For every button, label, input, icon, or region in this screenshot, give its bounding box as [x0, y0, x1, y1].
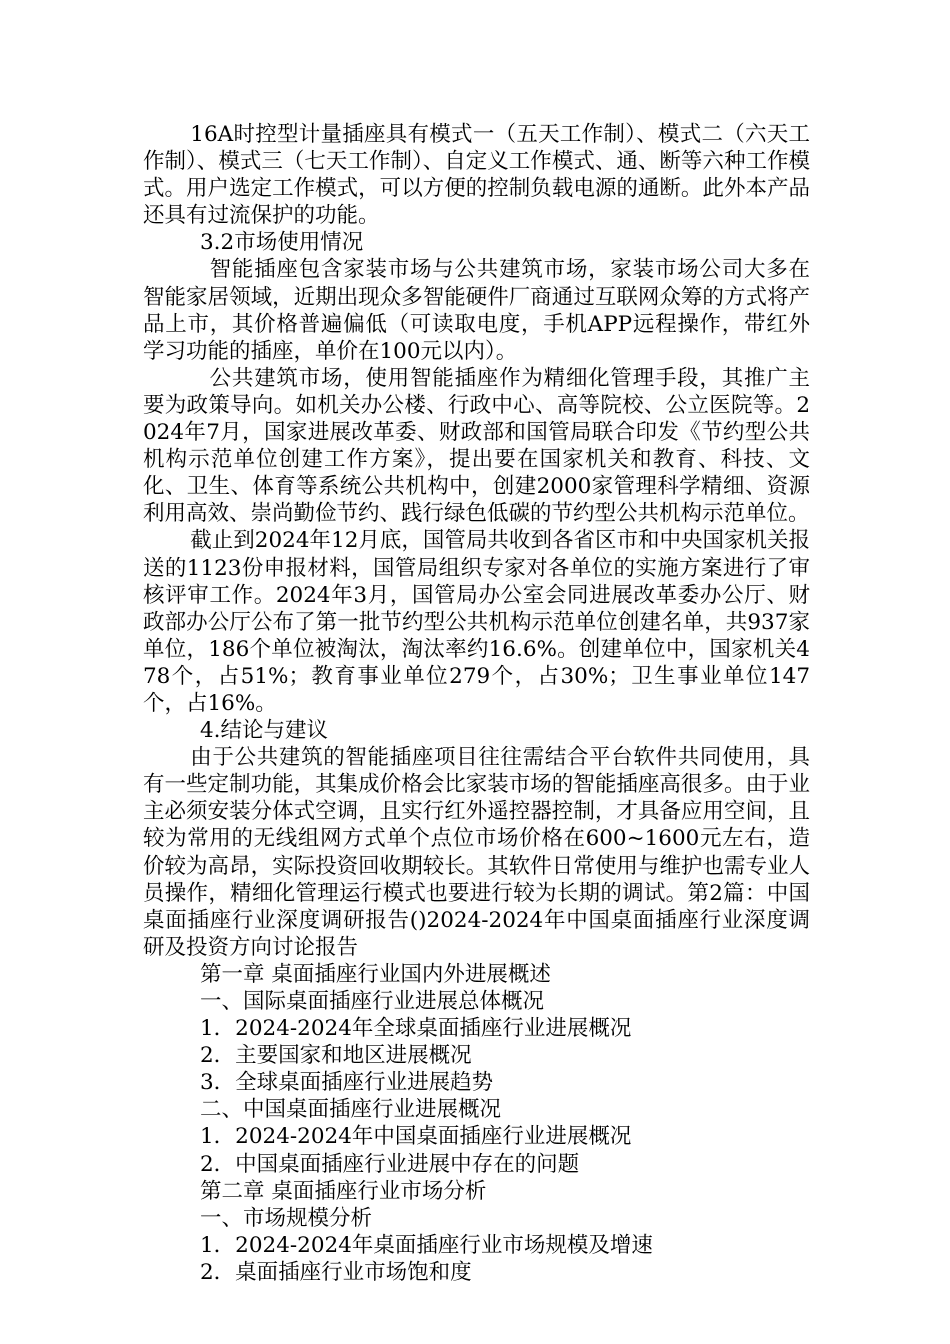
- toc-item: 一、国际桌面插座行业进展总体概况: [200, 989, 545, 1014]
- paragraph-public-building-market: 公共建筑市场，使用智能插座作为精细化管理手段，其推广主要为政策导向。如机关办公楼、行政中心、高等院校、公立医院等。2024年7月，国家进展改革委、财政部和国管局联合印发《节约型公共机构示范单位创建工作方案》，提出要在国家机关和教育、科技、文化、卫生、体育等系统公共机构中，创建2000家管理科学精细、资源利用高效、崇尚勤俭节约、践行绿色低碳的节约型公共机构示范单位。: [143, 365, 810, 527]
- toc-chapter-2: 第二章 桌面插座行业市场分析: [200, 1178, 487, 1204]
- table-of-contents: [143, 961, 810, 1286]
- paragraph-review-results: 截止到2024年12月底，国管局共收到各省区市和中央国家机关报送的1123份申报材料，国管局组织专家对各单位的实施方案进行了审核评审工作。2024年3月，国管局办公室会同进展改革委办公厅、财政部办公厅公布了第一批节约型公共机构示范单位创建名单，共937家单位，186个单位被淘汰，淘汰率约16.6%。创建单位中，国家机关478个，占51%；教育事业单位279个，占30%；卫生事业单位147个，占16%。: [143, 528, 810, 716]
- paragraph-market-usage: 智能插座包含家装市场与公共建筑市场，家装市场公司大多在智能家居领域，近期出现众多智能硬件厂商通过互联网众筹的方式将产品上市，其价格普遍偏低（可读取电度，手机APP远程操作，带红外学习功能的插座，单价在100元以内）。: [143, 257, 810, 364]
- toc-item: 1．2024-2024年全球桌面插座行业进展概况: [200, 1016, 632, 1042]
- paragraph-product-modes: 16A时控型计量插座具有模式一（五天工作制）、模式二（六天工作制）、模式三（七天工作制）、自定义工作模式、通、断等六种工作模式。用户选定工作模式，可以方便的控制负载电源的通断。此外本产品还具有过流保护的功能。: [143, 122, 810, 229]
- toc-item: 1．2024-2024年中国桌面插座行业进展概况: [200, 1124, 632, 1150]
- toc-item: 2．主要国家和地区进展概况: [200, 1043, 472, 1069]
- toc-item: 二、中国桌面插座行业进展概况: [200, 1097, 502, 1123]
- toc-item: 一、市场规模分析: [200, 1205, 373, 1231]
- toc-item: 3．全球桌面插座行业进展趋势: [200, 1070, 494, 1096]
- toc-item: 1．2024-2024年桌面插座行业市场规模及增速: [200, 1232, 653, 1258]
- section-heading-4: 4.结论与建议: [200, 718, 329, 744]
- toc-item: 2．中国桌面插座行业进展中存在的问题: [200, 1151, 580, 1177]
- toc-item: 2．桌面插座行业市场饱和度: [200, 1259, 472, 1285]
- section-heading-3-2: 3.2市场使用情况: [200, 230, 364, 256]
- toc-chapter-1: 第一章 桌面插座行业国内外进展概述: [200, 961, 551, 987]
- document-page: [143, 121, 810, 1286]
- paragraph-conclusion: 由于公共建筑的智能插座项目往往需结合平台软件共同使用，具有一些定制功能，其集成价格会比家装市场的智能插座高很多。由于业主必须安装分体式空调，且实行红外遥控器控制，才具备应用空间，且较为常用的无线组网方式单个点位市场价格在600~1600元左右，造价较为高昂，实际投资回收期较长。其软件日常使用与维护也需专业人员操作，精细化管理运行模式也要进行较为长期的调试。第2篇：中国桌面插座行业深度调研报告()2024-2024年中国桌面插座行业深度调研及投资方向讨论报告: [143, 745, 810, 960]
